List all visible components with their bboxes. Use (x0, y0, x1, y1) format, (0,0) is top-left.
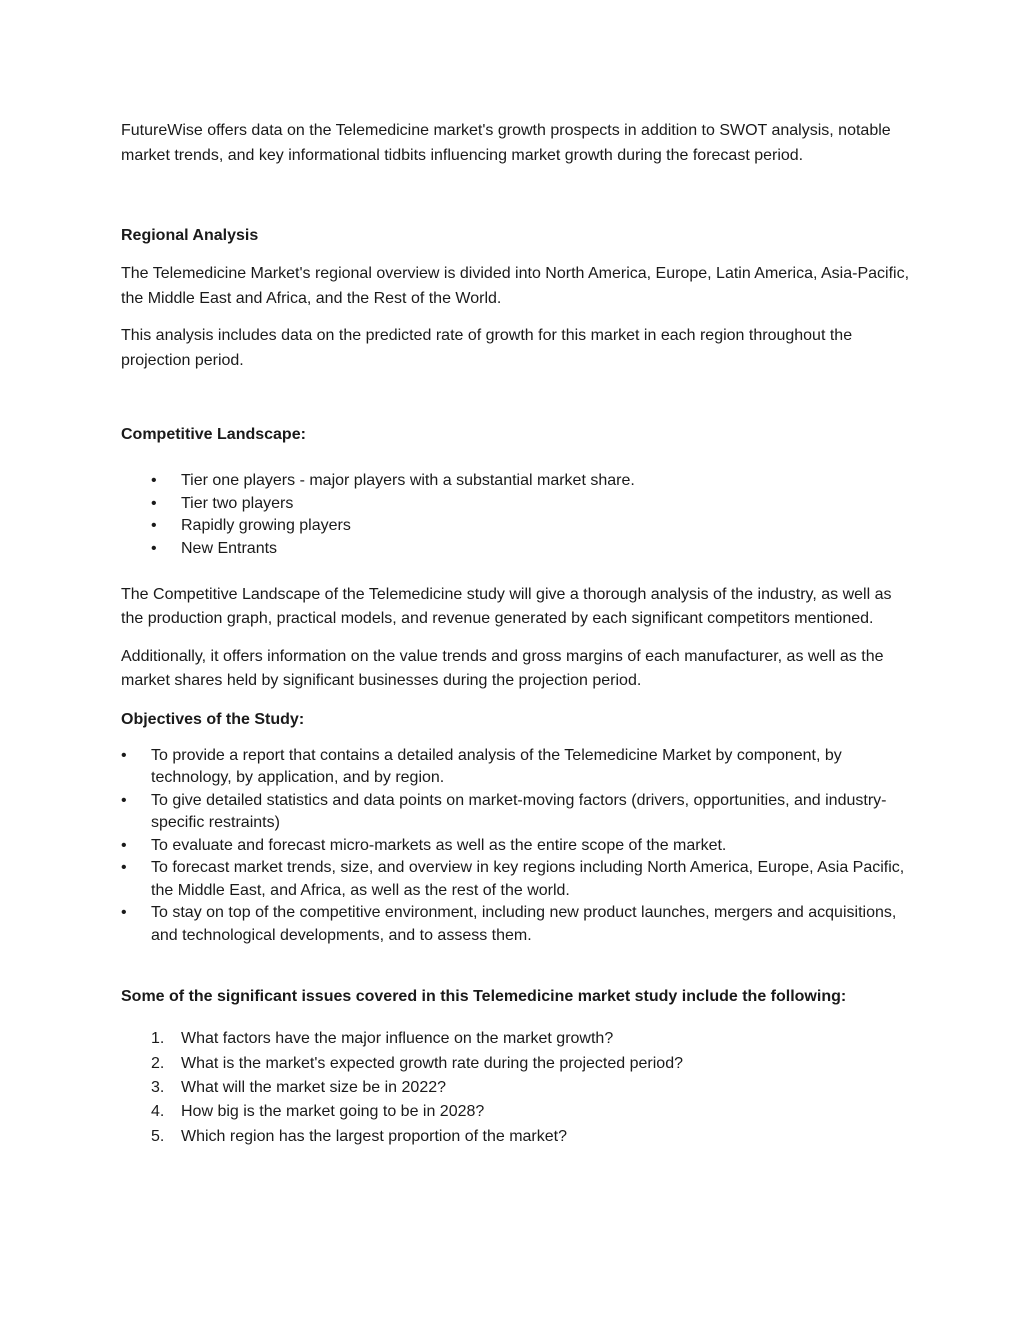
list-item-text: To give detailed statistics and data points on market-moving factors (drivers, opportunities, and industry-specific restraints) (151, 791, 887, 832)
list-item-text: Rapidly growing players (181, 517, 351, 535)
list-number: 4. (151, 1103, 165, 1121)
list-item (121, 1100, 911, 1124)
competitive-bullet-list (121, 470, 911, 561)
list-number: 3. (151, 1078, 165, 1096)
list-item-text: Tier one players - major players with a substantial market share. (181, 472, 635, 489)
list-item-text: How big is the market going to be in 2028? (181, 1103, 485, 1121)
document-body (121, 119, 911, 1149)
list-item-text: New Entrants (181, 540, 278, 558)
list-item (121, 1027, 911, 1051)
list-item-text: What factors have the major influence on the market growth? (181, 1030, 614, 1048)
bullet-icon: • (151, 472, 157, 489)
bullet-icon: • (121, 836, 127, 854)
list-item (121, 857, 911, 902)
list-item (121, 1125, 911, 1149)
bullet-icon: • (151, 494, 157, 512)
competitive-landscape-heading: Competitive Landscape: (121, 426, 306, 443)
regional-analysis-heading: Regional Analysis (121, 227, 259, 244)
bullet-icon: • (151, 517, 157, 535)
list-item-text: To evaluate and forecast micro-markets as well as the entire scope of the market. (151, 836, 727, 854)
issues-numbered-list (121, 1027, 911, 1148)
list-item (121, 470, 911, 493)
list-item-text: What will the market size be in 2022? (181, 1078, 447, 1096)
objectives-heading: Objectives of the Study: (121, 710, 305, 728)
intro-paragraph: FutureWise offers data on the Telemedicine market's growth prospects in addition to SWOT analysis, notable market trends, and key informational tidbits influencing market growth during the forecast period. (121, 122, 891, 164)
bullet-icon: • (121, 904, 127, 922)
bullet-icon: • (121, 791, 127, 809)
list-item-text: Tier two players (181, 494, 294, 512)
list-number: 1. (151, 1030, 165, 1048)
regional-paragraph: This analysis includes data on the predicted rate of growth for this market in each region throughout the projection period. (121, 327, 853, 369)
list-item-text: To forecast market trends, size, and overview in key regions including North America, Europe, Asia Pacific, the Middle East, and Africa, as well as the rest of the world. (151, 859, 905, 899)
list-item (121, 835, 911, 858)
list-item-text: Which region has the largest proportion of the market? (181, 1127, 567, 1145)
objectives-list (121, 745, 911, 948)
issues-heading: Some of the significant issues covered in this Telemedicine market study include the following: (121, 988, 847, 1006)
bullet-icon: • (151, 540, 157, 558)
list-item (121, 515, 911, 538)
competitive-paragraph: Additionally, it offers information on the value trends and gross margins of each manufacturer, as well as the market shares held by significant businesses during the projection period. (121, 647, 884, 690)
list-item-text: To provide a report that contains a detailed analysis of the Telemedicine Market by component, by technology, by application, and by region. (151, 746, 842, 787)
bullet-icon: • (121, 746, 127, 764)
list-item (121, 1052, 911, 1076)
competitive-paragraph: The Competitive Landscape of the Telemedicine study will give a thorough analysis of the industry, as well as the production graph, practical models, and revenue generated by each significant competitors mentioned. (121, 585, 892, 628)
list-number: 2. (151, 1054, 165, 1072)
list-item (121, 493, 911, 516)
list-item-text: What is the market's expected growth rate during the projected period? (181, 1054, 683, 1072)
list-item (121, 538, 911, 561)
list-item (121, 1076, 911, 1100)
list-number: 5. (151, 1127, 165, 1145)
list-item (121, 745, 911, 790)
list-item (121, 902, 911, 947)
list-item-text: To stay on top of the competitive environment, including new product launches, mergers and acquisitions, and technological developments, and to assess them. (151, 904, 897, 944)
list-item (121, 790, 911, 835)
regional-paragraph: The Telemedicine Market's regional overview is divided into North America, Europe, Latin America, Asia-Pacific, the Middle East and Africa, and the Rest of the World. (121, 265, 910, 307)
bullet-icon: • (121, 859, 127, 877)
